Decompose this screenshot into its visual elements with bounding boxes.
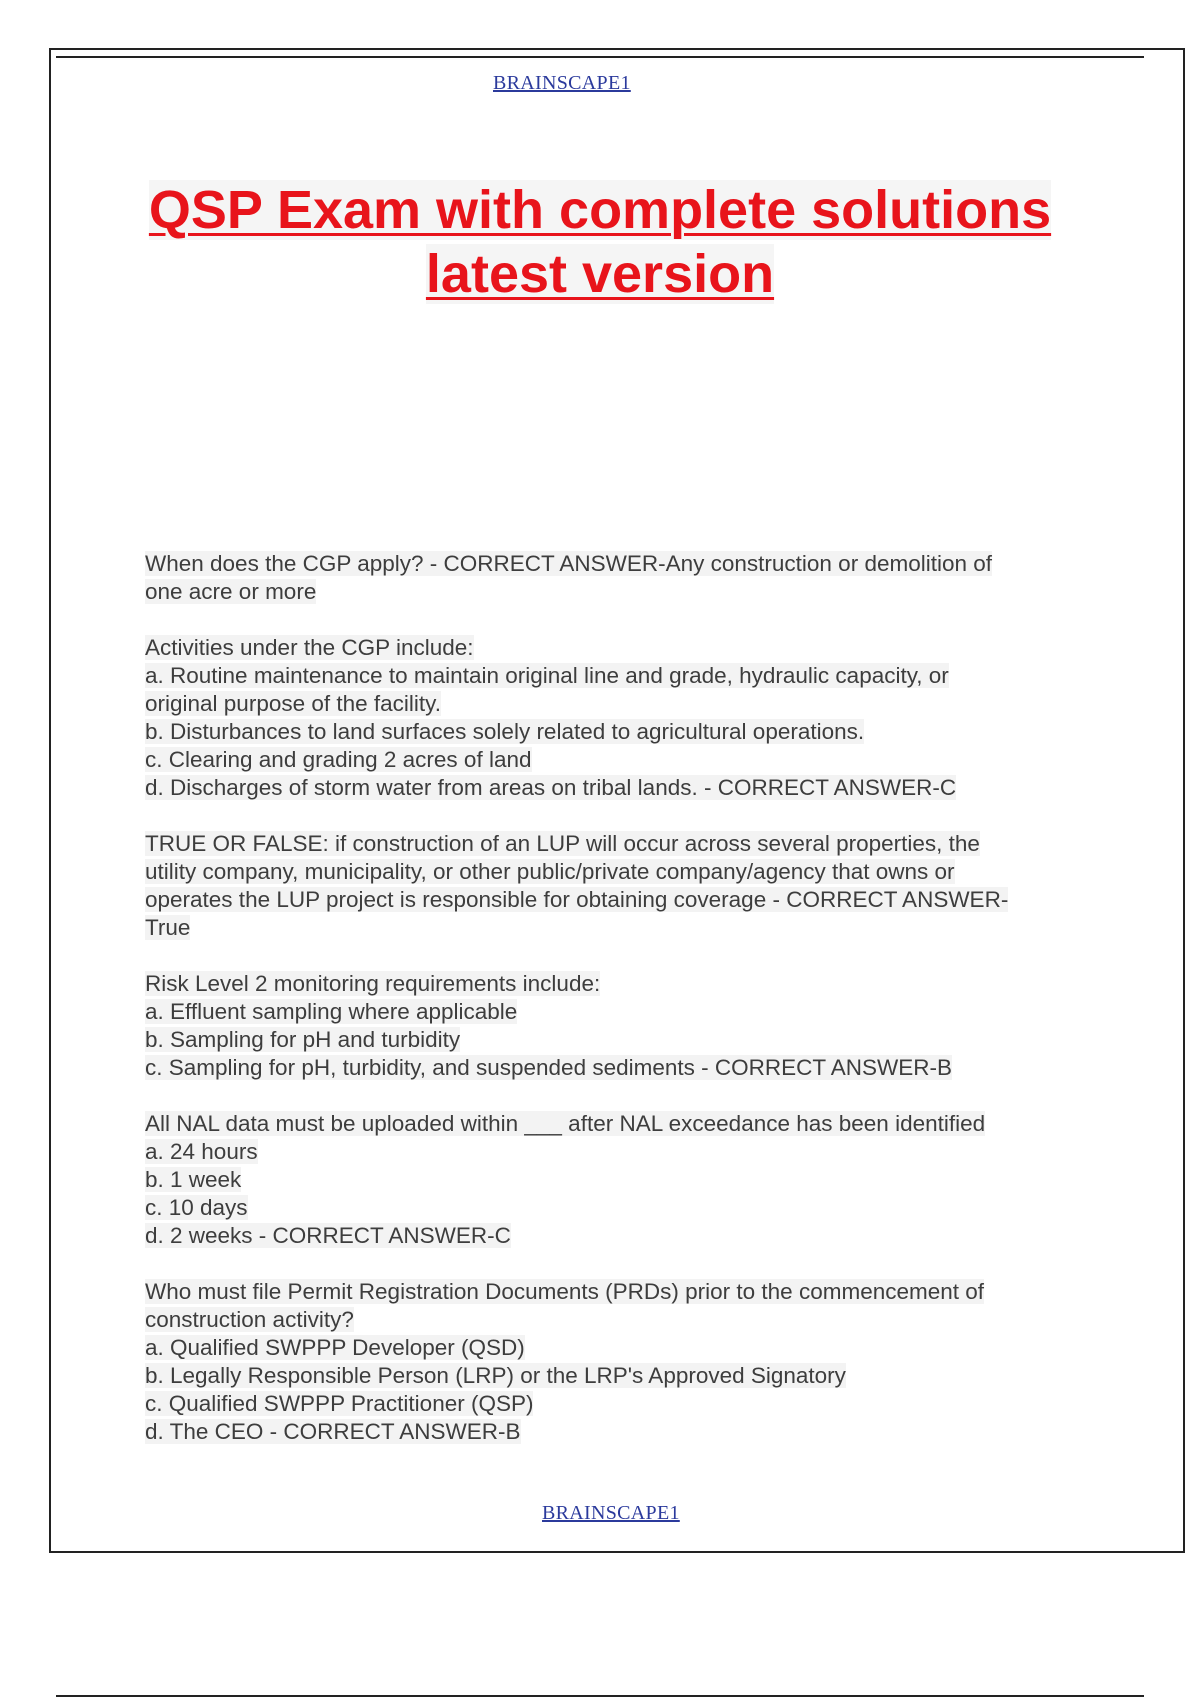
top-rule [56,56,1144,58]
qa-line: All NAL data must be uploaded within ___ after NAL exceedance has been identified [145,1111,986,1136]
qa-item [145,1110,1095,1250]
qa-item [145,550,1095,606]
qa-item [145,1278,1095,1446]
qa-line: Risk Level 2 monitoring requirements include: [145,971,601,996]
qa-item [145,970,1095,1082]
qa-item [145,634,1095,802]
qa-line: utility company, municipality, or other public/private company/agency that owns or [145,859,955,884]
qa-line: True [145,915,191,940]
qa-line: a. Qualified SWPPP Developer (QSD) [145,1335,525,1360]
qa-line: operates the LUP project is responsible for obtaining coverage - CORRECT ANSWER- [145,887,1009,912]
qa-line: c. 10 days [145,1195,248,1220]
qa-line: c. Sampling for pH, turbidity, and suspended sediments - CORRECT ANSWER-B [145,1055,952,1080]
qa-line: b. Sampling for pH and turbidity [145,1027,461,1052]
header-watermark-link[interactable]: BRAINSCAPE1 [493,72,631,94]
qa-line: c. Clearing and grading 2 acres of land [145,747,532,772]
qa-line: Activities under the CGP include: [145,635,474,660]
qa-content [145,550,1095,1474]
document-title [100,178,1100,306]
qa-line: b. Legally Responsible Person (LRP) or the LRP's Approved Signatory [145,1363,846,1388]
qa-line: b. Disturbances to land surfaces solely related to agricultural operations. [145,719,865,744]
qa-line: c. Qualified SWPPP Practitioner (QSP) [145,1391,534,1416]
qa-line: a. 24 hours [145,1139,258,1164]
qa-line: d. 2 weeks - CORRECT ANSWER-C [145,1223,511,1248]
qa-line: d. Discharges of storm water from areas on tribal lands. - CORRECT ANSWER-C [145,775,957,800]
qa-line: original purpose of the facility. [145,691,441,716]
qa-line: TRUE OR FALSE: if construction of an LUP will occur across several properties, the [145,831,980,856]
title-line-1: QSP Exam with complete solutions [148,180,1052,240]
qa-line: Who must file Permit Registration Documents (PRDs) prior to the commencement of [145,1279,985,1304]
footer-watermark-link[interactable]: BRAINSCAPE1 [542,1502,680,1524]
qa-item [145,830,1095,942]
title-line-2: latest version [425,244,775,304]
qa-line: a. Routine maintenance to maintain original line and grade, hydraulic capacity, or [145,663,949,688]
qa-line: d. The CEO - CORRECT ANSWER-B [145,1419,521,1444]
qa-line: one acre or more [145,579,317,604]
qa-line: When does the CGP apply? - CORRECT ANSWER-Any construction or demolition of [145,551,993,576]
bottom-rule [56,1695,1144,1697]
qa-line: construction activity? [145,1307,354,1332]
qa-line: b. 1 week [145,1167,242,1192]
qa-line: a. Effluent sampling where applicable [145,999,518,1024]
